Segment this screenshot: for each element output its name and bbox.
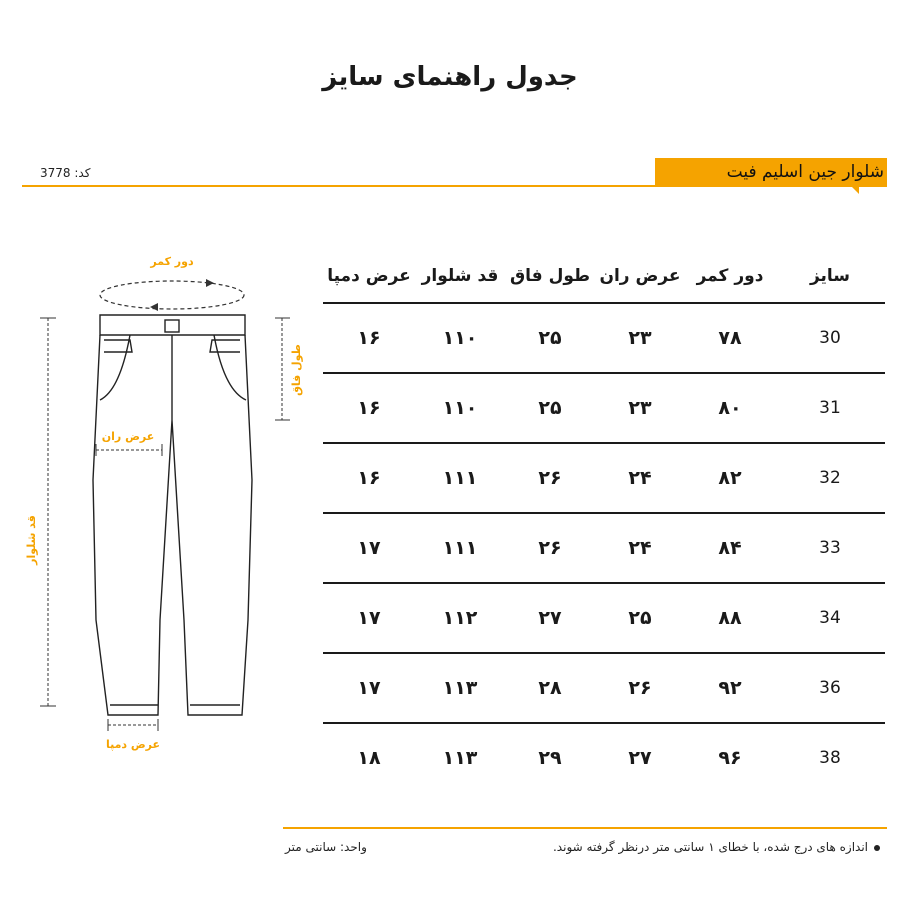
cell-length: ۱۱۳: [415, 653, 505, 723]
crotch-label: طول فاق: [290, 344, 303, 396]
pants-diagram: [0, 240, 320, 760]
cell-hem: ۱۷: [323, 513, 415, 583]
cell-size: 30: [775, 303, 885, 373]
unit-label: واحد: سانتی متر: [285, 840, 367, 854]
cell-crotch: ۲۵: [505, 303, 595, 373]
cell-thigh: ۲۳: [595, 373, 685, 443]
cell-thigh: ۲۶: [595, 653, 685, 723]
cell-waist: ۸۲: [685, 443, 775, 513]
header-length: قد شلوار: [421, 266, 499, 286]
header-hem: عرض دمپا: [327, 266, 411, 286]
cell-waist: ۹۲: [685, 653, 775, 723]
cell-waist: ۷۸: [685, 303, 775, 373]
cell-waist: ۹۶: [685, 723, 775, 792]
table-row: [323, 583, 885, 653]
cell-size: 38: [775, 723, 885, 792]
product-code: کد: 3778: [40, 166, 91, 180]
cell-size: 34: [775, 583, 885, 653]
cell-hem: ۱۶: [323, 303, 415, 373]
cell-size: 36: [775, 653, 885, 723]
cell-length: ۱۱۲: [415, 583, 505, 653]
table-row: [323, 303, 885, 373]
table-row: [323, 653, 885, 723]
product-divider: [22, 185, 887, 187]
header-waist: دور کمر: [696, 266, 764, 286]
cell-length: ۱۱۱: [415, 513, 505, 583]
cell-hem: ۱۷: [323, 653, 415, 723]
cell-waist: ۸۰: [685, 373, 775, 443]
header-crotch: طول فاق: [509, 266, 591, 286]
cell-hem: ۱۸: [323, 723, 415, 792]
cell-length: ۱۱۰: [415, 373, 505, 443]
tolerance-note: [553, 840, 880, 854]
footer-divider: [283, 827, 887, 829]
cell-thigh: ۲۳: [595, 303, 685, 373]
cell-hem: ۱۶: [323, 443, 415, 513]
cell-size: 32: [775, 443, 885, 513]
cell-hem: ۱۷: [323, 583, 415, 653]
cell-size: 33: [775, 513, 885, 583]
waist-ellipse: [100, 281, 244, 309]
waist-arrow2-icon: [206, 279, 214, 287]
cell-waist: ۸۸: [685, 583, 775, 653]
table-row: [323, 723, 885, 792]
table-row: [323, 373, 885, 443]
cell-crotch: ۲۹: [505, 723, 595, 792]
cell-length: ۱۱۱: [415, 443, 505, 513]
cell-thigh: ۲۴: [595, 513, 685, 583]
bullet-icon: [874, 845, 880, 851]
table-row: [323, 513, 885, 583]
tolerance-note-text: اندازه های درج شده، با خطای ۱ سانتی متر درنظر گرفته شوند.: [552, 840, 868, 854]
header-size: سایز: [809, 266, 851, 286]
waist-arrow-icon: [150, 303, 158, 311]
cell-thigh: ۲۷: [595, 723, 685, 792]
hem-label: عرض دمپا: [105, 738, 161, 751]
cell-hem: ۱۶: [323, 373, 415, 443]
cell-crotch: ۲۶: [505, 443, 595, 513]
cell-thigh: ۲۵: [595, 583, 685, 653]
table-row: [323, 443, 885, 513]
cell-crotch: ۲۵: [505, 373, 595, 443]
cell-crotch: ۲۷: [505, 583, 595, 653]
cell-length: ۱۱۰: [415, 303, 505, 373]
cell-thigh: ۲۴: [595, 443, 685, 513]
thigh-label: عرض ران: [101, 430, 155, 443]
size-table: [323, 250, 885, 792]
product-name: شلوار جین اسلیم فیت: [726, 162, 884, 182]
table-header-row: [323, 250, 885, 303]
pants-outline: [93, 315, 252, 715]
cell-waist: ۸۴: [685, 513, 775, 583]
cell-crotch: ۲۶: [505, 513, 595, 583]
cell-size: 31: [775, 373, 885, 443]
thigh-marker: [96, 444, 162, 456]
length-marker: [40, 318, 56, 706]
cell-length: ۱۱۳: [415, 723, 505, 792]
waist-label: دور کمر: [150, 255, 194, 268]
crotch-marker: [275, 318, 290, 420]
page-title: جدول راهنمای سایز: [322, 62, 578, 92]
cell-crotch: ۲۸: [505, 653, 595, 723]
header-thigh: عرض ران: [599, 266, 681, 286]
length-label: قد شلوار: [25, 515, 38, 565]
hem-marker: [108, 719, 158, 731]
